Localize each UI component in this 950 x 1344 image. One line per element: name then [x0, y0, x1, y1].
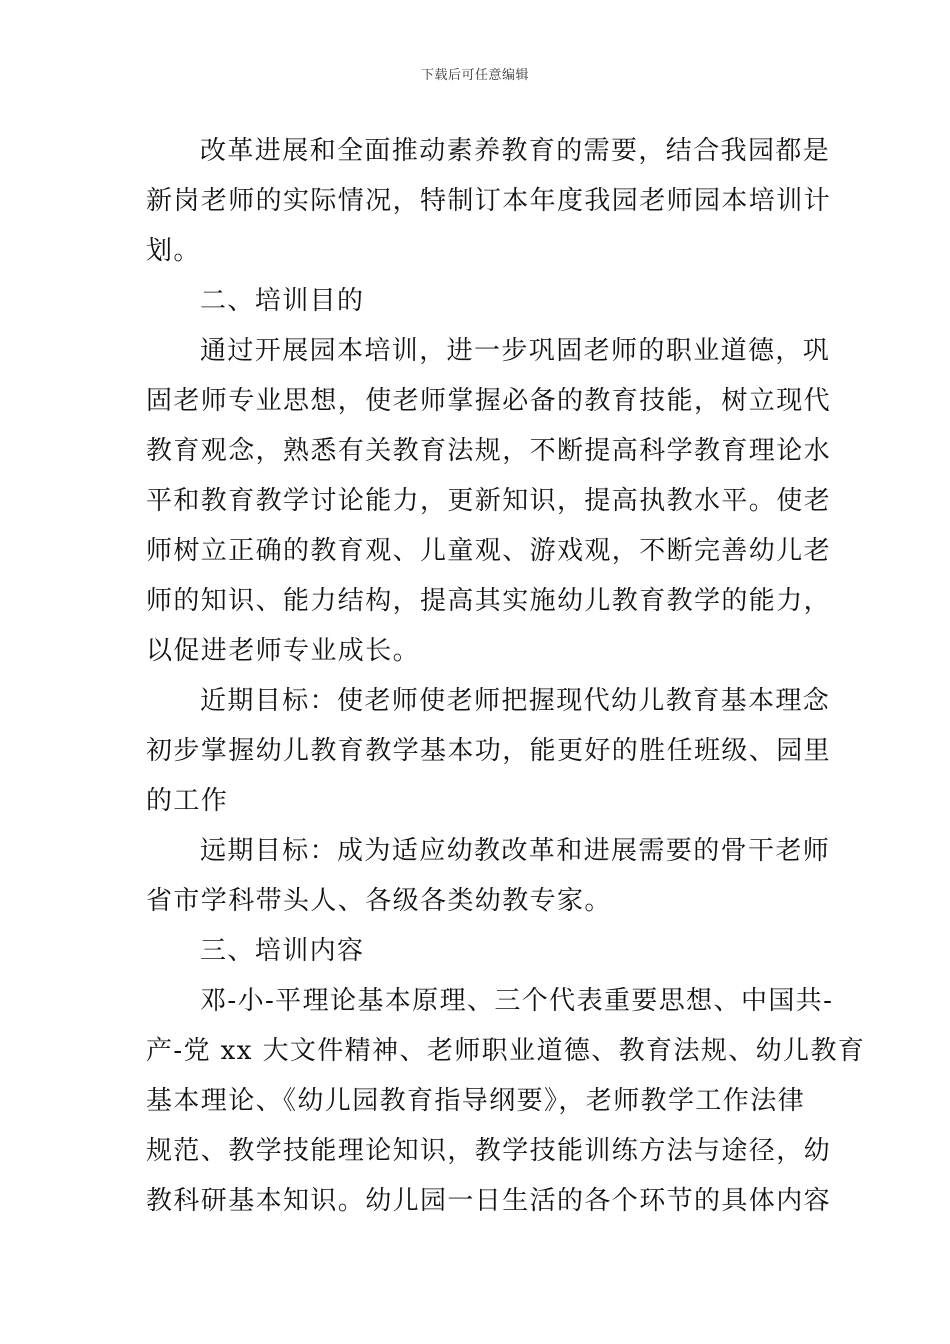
- document-body: [146, 126, 866, 1226]
- body-line: 产-党 xx 大文件精神、老师职业道德、教育法规、幼儿教育: [146, 1036, 866, 1066]
- body-line: 规范、教学技能理论知识，教学技能训练方法与途径，幼: [146, 1136, 832, 1166]
- body-line: 新岗老师的实际情况，特制订本年度我园老师园本培训计: [146, 186, 832, 216]
- body-line: 基本理论、《幼儿园教育指导纲要》，老师教学工作法律: [146, 1086, 806, 1116]
- body-line: 邓-小-平理论基本原理、三个代表重要思想、中国共-: [200, 986, 834, 1016]
- body-line: 改革进展和全面推动素养教育的需要，结合我园都是: [200, 136, 831, 166]
- body-line: 的工作: [146, 786, 229, 816]
- body-line: 师的知识、能力结构，提高其实施幼儿教育教学的能力，: [146, 586, 832, 616]
- body-line: 初步掌握幼儿教育教学基本功，能更好的胜任班级、园里: [146, 736, 832, 766]
- body-line: 平和教育教学讨论能力，更新知识，提高执教水平。使老: [146, 486, 832, 516]
- body-line: 师树立正确的教育观、儿童观、游戏观，不断完善幼儿老: [146, 536, 832, 566]
- body-line: 教育观念，熟悉有关教育法规，不断提高科学教育理论水: [146, 436, 832, 466]
- body-line: 省市学科带头人、各级各类幼教专家。: [146, 886, 612, 916]
- body-line: 以促进老师专业成长。: [146, 636, 421, 666]
- body-line: 教科研基本知识。幼儿园一日生活的各个环节的具体内容: [146, 1186, 832, 1216]
- section-heading: 三、培训内容: [200, 936, 365, 966]
- section-heading: 二、培训目的: [200, 286, 365, 316]
- page-header: 下载后可任意编辑: [420, 68, 529, 83]
- body-line: 通过开展园本培训，进一步巩固老师的职业道德，巩: [200, 336, 831, 366]
- body-line: 划。: [146, 236, 201, 266]
- body-line: 近期目标：使老师使老师把握现代幼儿教育基本理念: [200, 686, 831, 716]
- body-line: 固老师专业思想，使老师掌握必备的教育技能，树立现代: [146, 386, 832, 416]
- body-line: 远期目标：成为适应幼教改革和进展需要的骨干老师: [200, 836, 831, 866]
